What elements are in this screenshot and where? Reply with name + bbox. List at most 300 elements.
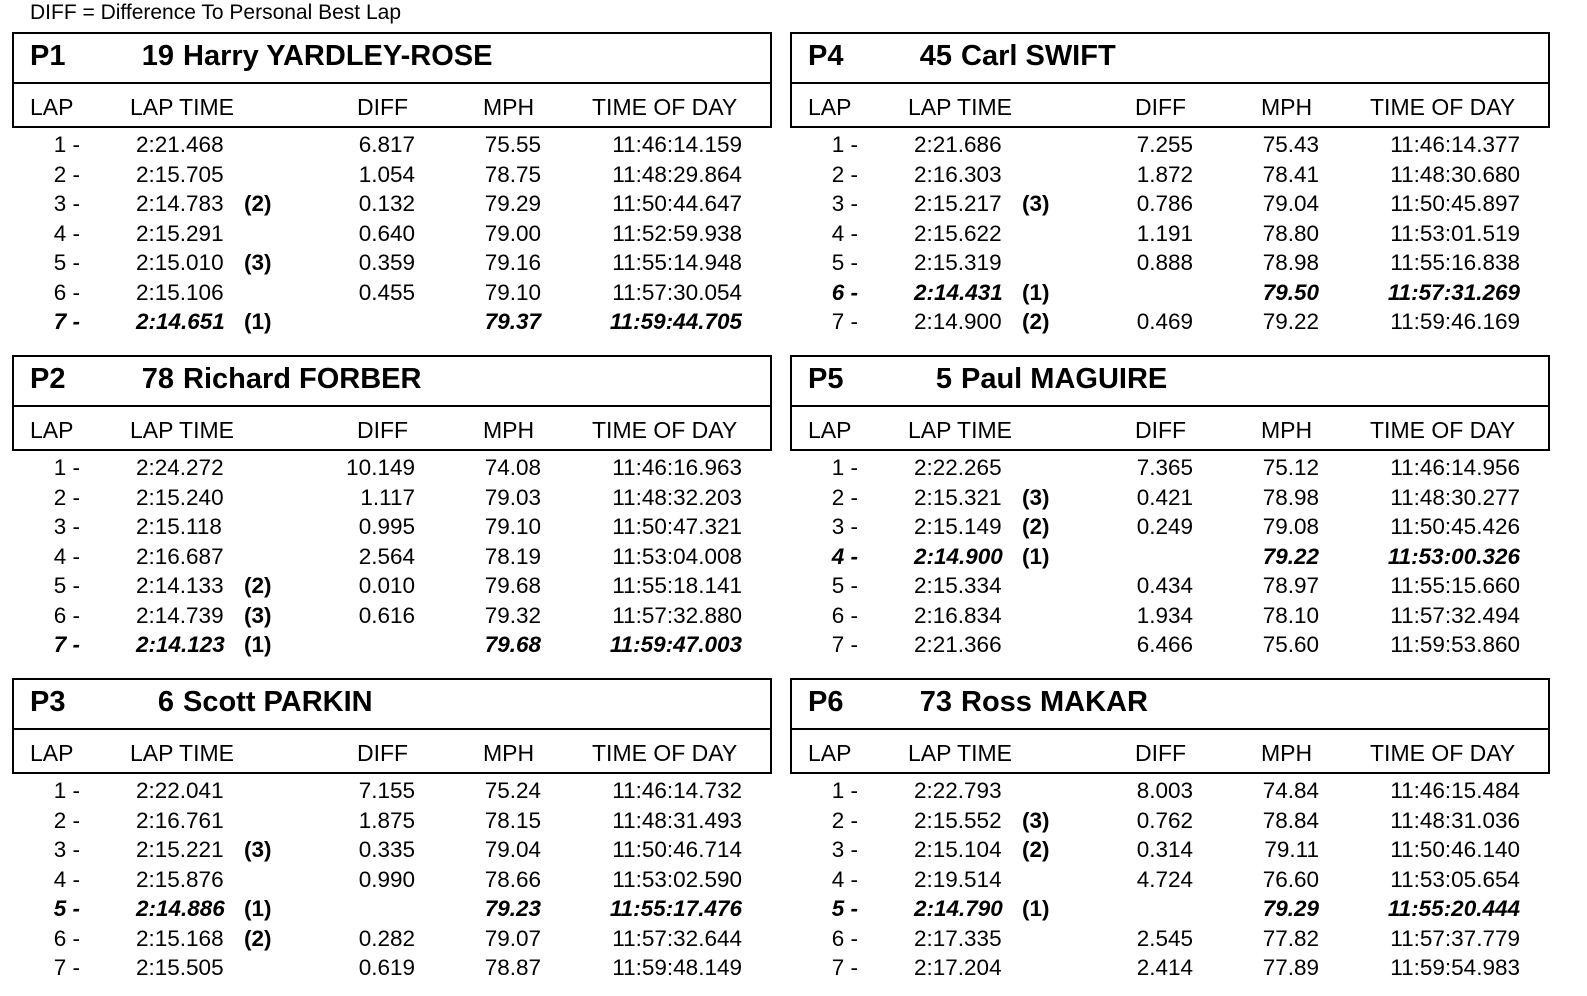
lap-time-of-day: 11:57:32.494 [1390, 602, 1520, 628]
driver-block [12, 678, 772, 996]
driver-name: Paul MAGUIRE [961, 363, 1168, 395]
column-headers [792, 84, 1548, 126]
lap-diff: 10.149 [346, 455, 415, 480]
header-lap: LAP [808, 94, 852, 120]
lap-number: 6 - [831, 602, 858, 628]
driver-block [790, 32, 1550, 350]
lap-row [790, 632, 1550, 662]
lap-mph: 77.89 [1262, 955, 1319, 980]
lap-time-of-day: 11:48:30.277 [1390, 484, 1520, 510]
header-time-of-day: TIME OF DAY [592, 417, 738, 443]
driver-block [790, 678, 1550, 996]
driver-name-bar [14, 357, 770, 407]
car-number: 6 [157, 686, 174, 718]
lap-mph: 79.00 [484, 220, 541, 246]
lap-diff: 0.359 [358, 250, 415, 275]
car-number: 5 [935, 363, 952, 395]
lap-number: 4 - [831, 220, 858, 246]
lap-rank: (3) [1022, 191, 1050, 216]
lap-row [790, 132, 1550, 162]
lap-number: 7 - [53, 632, 80, 657]
header-mph: MPH [1261, 94, 1313, 120]
lap-row [790, 309, 1550, 339]
lap-time: 2:15.291 [136, 220, 224, 246]
lap-time-of-day: 11:50:45.897 [1390, 191, 1520, 216]
lap-diff: 0.786 [1136, 191, 1193, 216]
header-diff: DIFF [1135, 417, 1187, 443]
lap-time: 2:14.431 [914, 279, 1003, 305]
lap-diff: 0.616 [358, 602, 415, 628]
lap-row [12, 514, 772, 544]
lap-mph: 79.04 [484, 837, 541, 862]
lap-list [12, 778, 772, 985]
column-headers [14, 84, 770, 126]
lap-mph: 78.97 [1262, 573, 1319, 598]
lap-diff: 0.434 [1136, 573, 1193, 598]
driver-header [790, 32, 1550, 128]
driver-header [12, 678, 772, 774]
lap-row [790, 926, 1550, 956]
lap-mph: 75.55 [484, 132, 541, 157]
lap-time: 2:16.687 [136, 543, 224, 569]
finishing-position: P6 [808, 686, 844, 718]
lap-time: 2:24.272 [136, 455, 224, 480]
lap-number: 2 - [53, 484, 80, 510]
lap-diff: 4.724 [1136, 866, 1193, 892]
lap-mph: 78.15 [484, 807, 541, 833]
lap-row [790, 455, 1550, 485]
car-number: 73 [919, 686, 952, 718]
lap-time: 2:14.790 [914, 896, 1003, 921]
lap-number: 7 - [831, 632, 858, 657]
lap-row [12, 955, 772, 985]
lap-mph: 76.60 [1262, 866, 1319, 892]
lap-mph: 77.82 [1262, 925, 1319, 951]
lap-mph: 74.08 [484, 455, 541, 480]
lap-diff: 1.875 [358, 807, 415, 833]
lap-time-of-day: 11:52:59.938 [612, 220, 742, 246]
lap-time-of-day: 11:48:31.493 [612, 807, 742, 833]
lap-row [790, 191, 1550, 221]
column-headers [792, 730, 1548, 772]
lap-time: 2:14.900 [914, 543, 1003, 569]
lap-number: 6 - [831, 925, 858, 951]
lap-number: 3 - [831, 191, 858, 216]
lap-diff: 0.010 [358, 573, 415, 598]
driver-block [12, 32, 772, 350]
lap-time-of-day: 11:46:15.484 [1390, 778, 1520, 803]
lap-diff: 2.564 [358, 543, 415, 569]
lap-number: 3 - [831, 837, 858, 862]
lap-diff: 0.990 [358, 866, 415, 892]
lap-number: 5 - [831, 896, 858, 921]
lap-mph: 79.16 [484, 250, 541, 275]
header-diff: DIFF [1135, 94, 1187, 120]
lap-time-of-day: 11:50:47.321 [612, 514, 742, 539]
lap-row [12, 191, 772, 221]
lap-rank: (2) [1022, 309, 1050, 334]
lap-time-of-day: 11:50:44.647 [612, 191, 742, 216]
car-number: 45 [919, 40, 952, 72]
lap-diff: 6.466 [1136, 632, 1193, 657]
lap-diff: 0.132 [358, 191, 415, 216]
lap-rank: (2) [244, 925, 272, 951]
lap-row [12, 778, 772, 808]
lap-time: 2:15.321 [914, 484, 1002, 510]
column-headers [792, 407, 1548, 449]
lap-row [12, 162, 772, 192]
lap-time-of-day: 11:59:48.149 [612, 955, 742, 980]
lap-number: 5 - [53, 250, 80, 275]
finishing-position: P1 [30, 40, 66, 72]
lap-rank: (2) [1022, 837, 1050, 862]
lap-row [12, 573, 772, 603]
lap-time: 2:21.468 [136, 132, 224, 157]
lap-time-of-day: 11:48:31.036 [1390, 807, 1520, 833]
lap-row [12, 221, 772, 251]
lap-number: 3 - [831, 514, 858, 539]
lap-number: 7 - [53, 955, 80, 980]
lap-mph: 79.22 [1262, 309, 1319, 334]
lap-diff: 7.155 [358, 778, 415, 803]
lap-number: 5 - [53, 896, 80, 921]
lap-time: 2:15.106 [136, 279, 224, 305]
lap-rank: (1) [244, 896, 272, 921]
lap-rank: (3) [244, 250, 272, 275]
lap-time: 2:15.240 [136, 484, 224, 510]
lap-time: 2:14.886 [136, 896, 225, 921]
lap-diff: 0.640 [358, 220, 415, 246]
lap-diff: 7.255 [1136, 132, 1193, 157]
lap-row [12, 808, 772, 838]
lap-time: 2:14.739 [136, 602, 224, 628]
header-lap-time: LAP TIME [908, 94, 1012, 120]
lap-time: 2:15.876 [136, 866, 224, 892]
lap-row [12, 132, 772, 162]
lap-row [790, 837, 1550, 867]
lap-time-of-day: 11:48:32.203 [612, 484, 742, 510]
lap-row [790, 250, 1550, 280]
lap-rank: (2) [244, 191, 272, 216]
lap-number: 1 - [831, 455, 858, 480]
lap-time: 2:15.505 [136, 955, 224, 980]
lap-row [12, 280, 772, 310]
lap-number: 1 - [53, 132, 80, 157]
header-lap: LAP [30, 94, 74, 120]
lap-number: 1 - [53, 455, 80, 480]
lap-time: 2:14.123 [136, 632, 225, 657]
lap-diff: 0.995 [358, 514, 415, 539]
lap-row [12, 926, 772, 956]
lap-row [12, 632, 772, 662]
lap-time: 2:17.335 [914, 925, 1002, 951]
lap-number: 5 - [53, 573, 80, 598]
driver-header [790, 678, 1550, 774]
finishing-position: P4 [808, 40, 844, 72]
lap-time-of-day: 11:48:29.864 [612, 161, 742, 187]
lap-diff: 0.455 [358, 279, 415, 305]
lap-time-of-day: 11:53:00.326 [1387, 543, 1520, 569]
lap-time: 2:15.104 [914, 837, 1002, 862]
lap-mph: 78.41 [1262, 161, 1319, 187]
lap-time: 2:16.761 [136, 807, 224, 833]
header-lap: LAP [30, 740, 74, 766]
lap-row [790, 221, 1550, 251]
lap-number: 6 - [53, 925, 80, 951]
lap-number: 3 - [53, 191, 80, 216]
driver-header [12, 32, 772, 128]
column-headers [14, 407, 770, 449]
lap-time-of-day: 11:55:17.476 [609, 896, 742, 921]
lap-diff: 0.249 [1136, 514, 1193, 539]
lap-time-of-day: 11:57:32.880 [612, 602, 742, 628]
lap-mph: 79.10 [484, 279, 541, 305]
lap-row [790, 603, 1550, 633]
header-lap: LAP [808, 417, 852, 443]
lap-time: 2:15.217 [914, 191, 1002, 216]
header-lap-time: LAP TIME [908, 740, 1012, 766]
lap-rank: (3) [244, 837, 272, 862]
driver-block [12, 355, 772, 673]
lap-time-of-day: 11:46:14.377 [1390, 132, 1520, 157]
lap-row [12, 837, 772, 867]
lap-number: 5 - [831, 573, 858, 598]
lap-diff: 7.365 [1136, 455, 1193, 480]
lap-list [790, 778, 1550, 985]
lap-mph: 78.80 [1262, 220, 1319, 246]
lap-diff: 6.817 [358, 132, 415, 157]
driver-name-bar [14, 34, 770, 84]
lap-mph: 75.43 [1262, 132, 1319, 157]
lap-mph: 79.04 [1262, 191, 1319, 216]
lap-row [12, 603, 772, 633]
lap-time-of-day: 11:59:46.169 [1390, 309, 1520, 334]
header-lap: LAP [808, 740, 852, 766]
driver-header [12, 355, 772, 451]
lap-number: 2 - [53, 807, 80, 833]
lap-number: 1 - [53, 778, 80, 803]
lap-row [790, 514, 1550, 544]
lap-time-of-day: 11:50:45.426 [1390, 514, 1520, 539]
lap-number: 7 - [831, 309, 858, 334]
lap-diff: 0.888 [1136, 250, 1193, 275]
lap-time-of-day: 11:59:54.983 [1390, 955, 1520, 980]
lap-diff: 1.934 [1136, 602, 1193, 628]
lap-mph: 79.29 [1262, 896, 1319, 921]
lap-number: 6 - [53, 279, 80, 305]
lap-diff: 1.872 [1136, 161, 1193, 187]
lap-time: 2:15.334 [914, 573, 1002, 598]
lap-row [790, 485, 1550, 515]
finishing-position: P5 [808, 363, 844, 395]
lap-rank: (2) [244, 573, 272, 598]
lap-diff: 0.619 [358, 955, 415, 980]
lap-row [790, 162, 1550, 192]
lap-time-of-day: 11:53:01.519 [1390, 220, 1520, 246]
lap-row [12, 896, 772, 926]
lap-mph: 79.07 [484, 925, 541, 951]
lap-rank: (3) [1022, 807, 1050, 833]
lap-diff: 1.054 [358, 161, 415, 187]
lap-number: 2 - [831, 484, 858, 510]
lap-row [790, 280, 1550, 310]
lap-time: 2:22.041 [136, 778, 224, 803]
lap-mph: 78.98 [1262, 250, 1319, 275]
lap-rank: (2) [1022, 514, 1050, 539]
lap-number: 2 - [831, 807, 858, 833]
lap-time: 2:15.149 [914, 514, 1002, 539]
car-number: 19 [141, 40, 174, 72]
diff-legend: DIFF = Difference To Personal Best Lap [30, 1, 401, 24]
lap-time-of-day: 11:57:32.644 [612, 925, 742, 951]
lap-mph: 79.22 [1262, 543, 1319, 569]
lap-rank: (3) [244, 602, 272, 628]
lap-time-of-day: 11:53:04.008 [612, 543, 742, 569]
lap-number: 2 - [831, 161, 858, 187]
lap-time: 2:16.834 [914, 602, 1002, 628]
lap-number: 3 - [53, 837, 80, 862]
lap-time-of-day: 11:55:14.948 [612, 250, 742, 275]
lap-diff: 8.003 [1136, 778, 1193, 803]
header-mph: MPH [483, 740, 535, 766]
lap-row [790, 544, 1550, 574]
lap-time: 2:19.514 [914, 866, 1002, 892]
header-diff: DIFF [1135, 740, 1187, 766]
lap-mph: 78.66 [484, 866, 541, 892]
lap-diff: 2.414 [1136, 955, 1193, 980]
lap-rank: (1) [1022, 543, 1050, 569]
lap-mph: 75.12 [1262, 455, 1319, 480]
header-lap-time: LAP TIME [908, 417, 1012, 443]
lap-rank: (1) [244, 309, 272, 334]
lap-time-of-day: 11:53:02.590 [612, 866, 742, 892]
lap-time: 2:15.552 [914, 807, 1002, 833]
lap-diff: 0.335 [358, 837, 415, 862]
lap-row [790, 955, 1550, 985]
lap-time-of-day: 11:55:16.838 [1390, 250, 1520, 275]
lap-time-of-day: 11:55:18.141 [612, 573, 742, 598]
lap-time-of-day: 11:55:15.660 [1390, 573, 1520, 598]
lap-mph: 78.98 [1262, 484, 1319, 510]
lap-mph: 79.10 [484, 514, 541, 539]
lap-time-of-day: 11:57:37.779 [1390, 925, 1520, 951]
lap-mph: 79.50 [1262, 279, 1319, 305]
lap-time-of-day: 11:50:46.714 [612, 837, 742, 862]
lap-diff: 1.191 [1136, 220, 1193, 246]
driver-header [790, 355, 1550, 451]
lap-time: 2:15.168 [136, 925, 224, 951]
header-diff: DIFF [357, 94, 409, 120]
header-mph: MPH [483, 417, 535, 443]
header-mph: MPH [1261, 740, 1313, 766]
driver-name: Richard FORBER [183, 363, 422, 395]
lap-number: 4 - [53, 543, 80, 569]
driver-name: Ross MAKAR [961, 686, 1148, 718]
lap-time: 2:22.793 [914, 778, 1002, 803]
lap-time: 2:15.622 [914, 220, 1002, 246]
lap-time-of-day: 11:55:20.444 [1387, 896, 1520, 921]
lap-list [790, 455, 1550, 662]
lap-mph: 75.24 [484, 778, 541, 803]
lap-number: 7 - [831, 955, 858, 980]
lap-number: 1 - [831, 132, 858, 157]
column-headers [14, 730, 770, 772]
lap-row [12, 250, 772, 280]
lap-mph: 78.19 [484, 543, 541, 569]
lap-number: 3 - [53, 514, 80, 539]
lap-mph: 79.11 [1264, 837, 1319, 862]
finishing-position: P3 [30, 686, 66, 718]
lap-diff: 0.314 [1136, 837, 1193, 862]
lap-mph: 79.23 [484, 896, 541, 921]
lap-diff: 1.117 [360, 484, 415, 510]
lap-number: 6 - [831, 279, 858, 305]
lap-mph: 78.75 [484, 161, 541, 187]
lap-time-of-day: 11:46:14.956 [1390, 455, 1520, 480]
lap-row [790, 896, 1550, 926]
lap-time-of-day: 11:50:46.140 [1390, 837, 1520, 862]
lap-diff: 0.469 [1136, 309, 1193, 334]
header-time-of-day: TIME OF DAY [592, 94, 738, 120]
header-diff: DIFF [357, 740, 409, 766]
lap-number: 7 - [53, 309, 80, 334]
lap-mph: 79.68 [484, 632, 541, 657]
lap-row [790, 573, 1550, 603]
lap-time: 2:21.686 [914, 132, 1002, 157]
lap-mph: 79.08 [1262, 514, 1319, 539]
driver-name-bar [792, 357, 1548, 407]
lap-mph: 79.68 [484, 573, 541, 598]
lap-time-of-day: 11:59:47.003 [609, 632, 742, 657]
lap-time-of-day: 11:48:30.680 [1390, 161, 1520, 187]
driver-name-bar [792, 34, 1548, 84]
lap-mph: 75.60 [1262, 632, 1319, 657]
lap-time: 2:17.204 [914, 955, 1002, 980]
lap-time: 2:14.783 [136, 191, 224, 216]
header-mph: MPH [483, 94, 535, 120]
driver-name: Scott PARKIN [183, 686, 373, 718]
driver-block [790, 355, 1550, 673]
header-lap: LAP [30, 417, 74, 443]
lap-diff: 2.545 [1136, 925, 1193, 951]
lap-rank: (1) [244, 632, 272, 657]
lap-time: 2:22.265 [914, 455, 1002, 480]
lap-time-of-day: 11:46:16.963 [612, 455, 742, 480]
lap-time: 2:15.319 [914, 250, 1002, 275]
lap-number: 6 - [53, 602, 80, 628]
header-time-of-day: TIME OF DAY [1370, 94, 1516, 120]
lap-mph: 79.03 [484, 484, 541, 510]
lap-time-of-day: 11:59:53.860 [1390, 632, 1520, 657]
lap-row [12, 309, 772, 339]
lap-list [12, 132, 772, 339]
lap-mph: 78.87 [484, 955, 541, 980]
lap-mph: 78.84 [1262, 807, 1319, 833]
lap-time: 2:16.303 [914, 161, 1002, 187]
lap-row [790, 808, 1550, 838]
lap-row [12, 455, 772, 485]
lap-time: 2:21.366 [914, 632, 1002, 657]
header-time-of-day: TIME OF DAY [1370, 417, 1516, 443]
lap-row [790, 867, 1550, 897]
lap-row [12, 544, 772, 574]
finishing-position: P2 [30, 363, 66, 395]
lap-diff: 0.762 [1136, 807, 1193, 833]
lap-time-of-day: 11:46:14.732 [612, 778, 742, 803]
lap-row [790, 778, 1550, 808]
lap-time: 2:14.651 [136, 309, 225, 334]
lap-row [12, 485, 772, 515]
